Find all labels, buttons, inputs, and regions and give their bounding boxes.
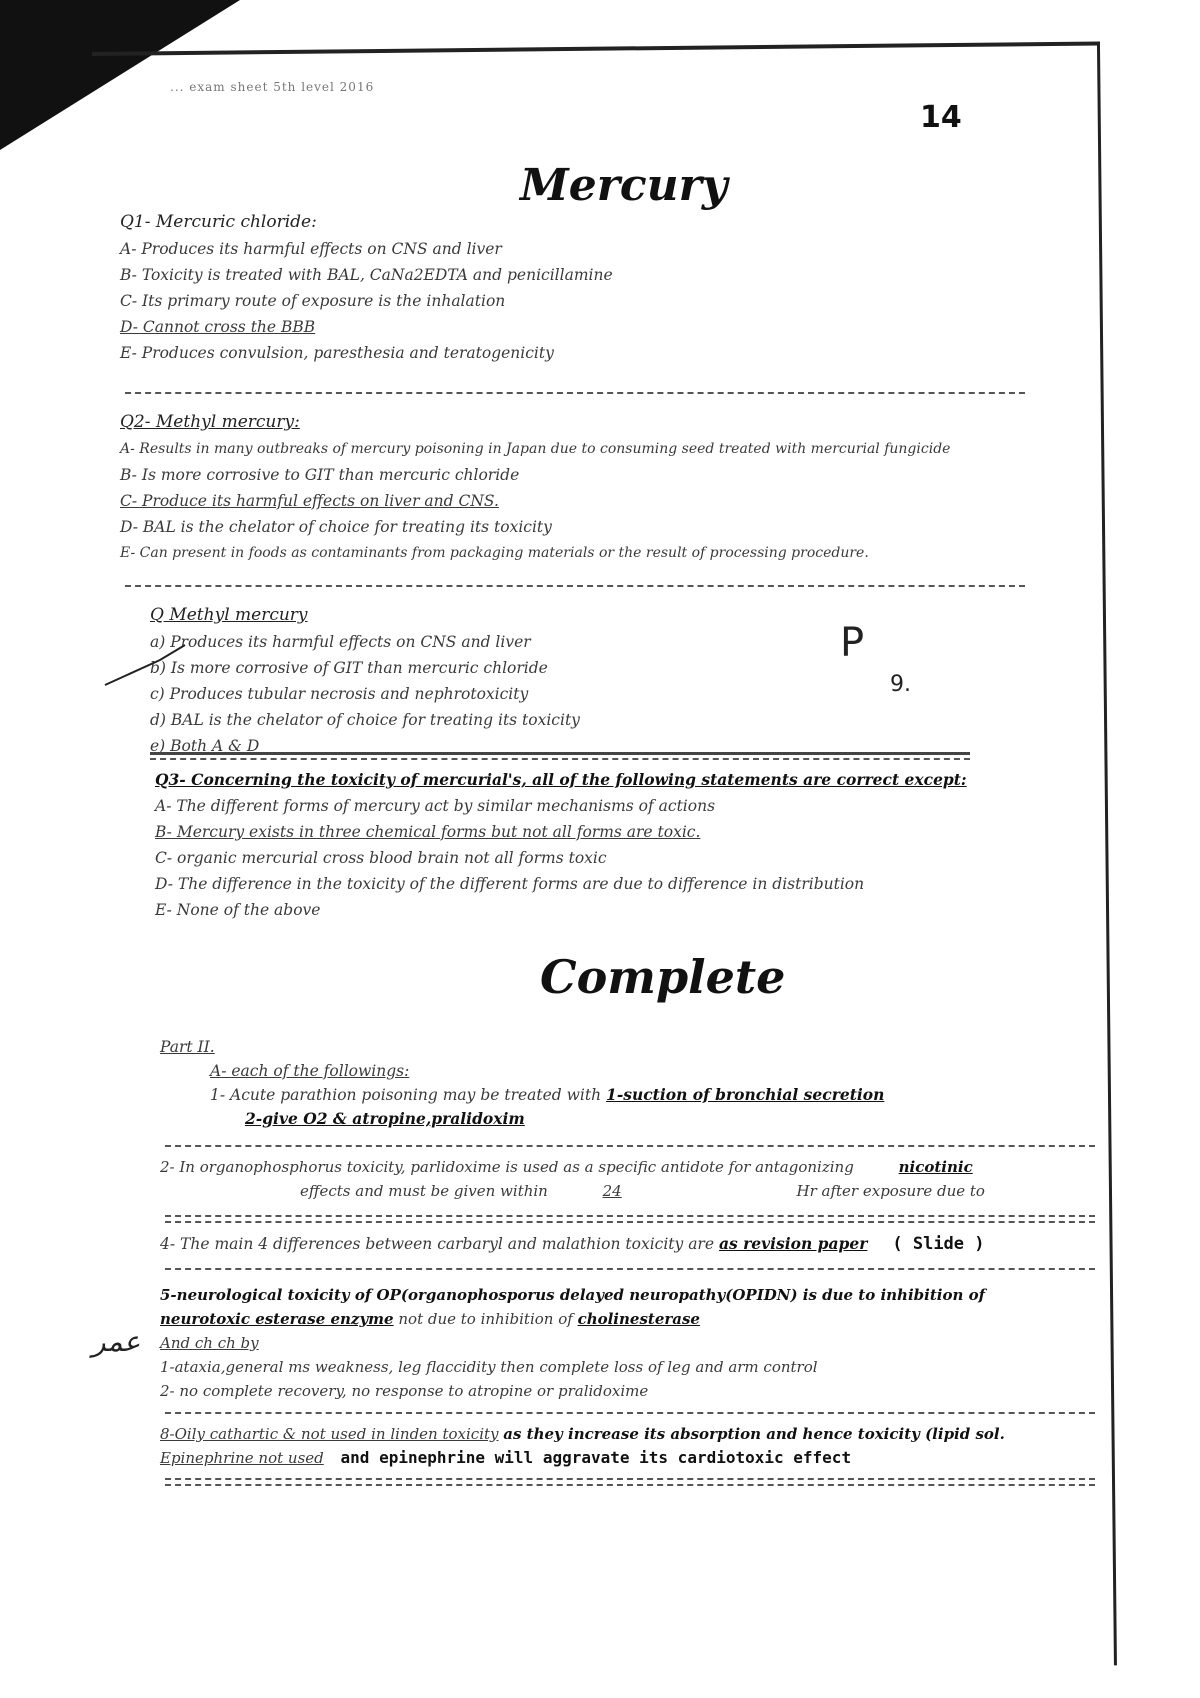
question-methyl-mercury bbox=[150, 605, 1110, 759]
item-answer: neurotoxic esterase enzyme bbox=[160, 1310, 394, 1328]
question-3 bbox=[155, 770, 1115, 923]
item-5-line: 1-ataxia,general ms weakness, leg flaccidity then complete loss of leg and arm control bbox=[160, 1358, 818, 1376]
item-answer: cholinesterase bbox=[577, 1310, 700, 1328]
item-text: 5-neurological toxicity of OP(organophosporus delayed neuropathy(OPIDN) is due to inhibition of bbox=[160, 1286, 986, 1304]
item-answer: as they increase its absorption and hence toxicity (lipid sol. bbox=[503, 1425, 1005, 1443]
option: C- Its primary route of exposure is the inhalation bbox=[120, 292, 506, 310]
option: b) Is more corrosive of GIT than mercuric chloride bbox=[150, 659, 548, 677]
separator bbox=[165, 1215, 1095, 1217]
question-title: Q Methyl mercury bbox=[150, 605, 308, 625]
question-title: Q1- Mercuric chloride: bbox=[120, 212, 317, 232]
intro bbox=[160, 1059, 1100, 1083]
question-title: Q2- Methyl mercury: bbox=[120, 412, 300, 432]
option: c) Produces tubular necrosis and nephrotoxicity bbox=[150, 685, 529, 703]
option: B- Toxicity is treated with BAL, CaNa2EDTA and penicillamine bbox=[120, 266, 613, 284]
separator bbox=[150, 752, 970, 755]
item-answer: nicotinic bbox=[898, 1158, 973, 1176]
option-underlined: D- Cannot cross the BBB bbox=[120, 318, 316, 336]
separator bbox=[125, 585, 1025, 587]
option-underlined: C- Produce its harmful effects on liver and CNS. bbox=[120, 492, 499, 510]
margin-note: عمر bbox=[92, 1325, 141, 1358]
complete-section bbox=[160, 1035, 1100, 1131]
page-number: 14 bbox=[920, 100, 962, 135]
option: A- Results in many outbreaks of mercury poisoning in Japan due to consuming seed treated with mercurial fungicide bbox=[120, 441, 951, 457]
option: E- Produces convulsion, paresthesia and teratogenicity bbox=[120, 344, 554, 362]
item-5-line: And ch ch by bbox=[160, 1334, 259, 1352]
option-underlined: B- Mercury exists in three chemical forms but not all forms are toxic. bbox=[155, 823, 701, 841]
item-text: 1- Acute parathion poisoning may be treated with bbox=[210, 1086, 602, 1104]
intro-text: A- each of the followings: bbox=[210, 1062, 410, 1080]
item-5-line: 2- no complete recovery, no response to atropine or pralidoxime bbox=[160, 1382, 649, 1400]
option: D- BAL is the chelator of choice for treating its toxicity bbox=[120, 518, 552, 536]
option: A- Produces its harmful effects on CNS and liver bbox=[120, 240, 502, 258]
item-8-line bbox=[160, 1446, 1100, 1470]
item-answer: 2-give O2 & atropine,pralidoxim bbox=[245, 1109, 525, 1128]
separator bbox=[165, 1268, 1095, 1270]
item-2-line bbox=[160, 1155, 1100, 1179]
separator bbox=[165, 1478, 1095, 1480]
option: C- organic mercurial cross blood brain not all forms toxic bbox=[155, 849, 607, 867]
item-answer: as revision paper bbox=[718, 1234, 868, 1253]
item-5 bbox=[160, 1283, 1100, 1403]
option: B- Is more corrosive to GIT than mercuric chloride bbox=[120, 466, 520, 484]
margin-mark: P bbox=[840, 620, 865, 666]
item-5-line bbox=[160, 1283, 1100, 1307]
separator bbox=[125, 392, 1025, 394]
item-text: not due to inhibition of bbox=[398, 1310, 573, 1328]
item-text: effects and must be given within bbox=[300, 1182, 548, 1200]
question-2 bbox=[120, 412, 1080, 566]
item-5-line bbox=[160, 1307, 1100, 1331]
separator bbox=[165, 1484, 1095, 1486]
item-1 bbox=[160, 1083, 1100, 1107]
question-1 bbox=[120, 212, 1080, 366]
option: d) BAL is the chelator of choice for treating its toxicity bbox=[150, 711, 580, 729]
option: a) Produces its harmful effects on CNS and liver bbox=[150, 633, 531, 651]
page-title: Mercury bbox=[520, 160, 728, 211]
item-2 bbox=[160, 1155, 1100, 1203]
item-8-line bbox=[160, 1422, 1100, 1446]
item-text: Hr after exposure due to bbox=[796, 1182, 985, 1200]
item-answer: 1-suction of bronchial secretion bbox=[606, 1085, 885, 1104]
option: e) Both A & D bbox=[150, 737, 260, 755]
section-title-complete: Complete bbox=[540, 950, 786, 1004]
option: A- The different forms of mercury act by similar mechanisms of actions bbox=[155, 797, 716, 815]
item-text: 2- In organophosphorus toxicity, parlidoxime is used as a specific antidote for antagonizing bbox=[160, 1158, 854, 1176]
item-1-continued bbox=[160, 1107, 1100, 1131]
item-8 bbox=[160, 1422, 1100, 1470]
handwritten-check-mark bbox=[100, 640, 190, 690]
separator bbox=[165, 1145, 1095, 1147]
item-text: Epinephrine not used bbox=[160, 1449, 324, 1467]
separator bbox=[150, 758, 970, 760]
item-4 bbox=[160, 1232, 1100, 1256]
margin-mark: 9. bbox=[890, 672, 911, 697]
question-title: Q3- Concerning the toxicity of mercurial's, all of the following statements are correct except: bbox=[155, 770, 967, 789]
item-4-line bbox=[160, 1232, 1100, 1256]
item-2-line bbox=[160, 1179, 1100, 1203]
header-line: ... exam sheet 5th level 2016 bbox=[170, 80, 375, 94]
item-answer: 24 bbox=[602, 1182, 622, 1200]
option: E- None of the above bbox=[155, 901, 321, 919]
separator bbox=[165, 1221, 1095, 1223]
item-text: 4- The main 4 differences between carbaryl and malathion toxicity are bbox=[160, 1235, 715, 1253]
separator bbox=[165, 1412, 1095, 1414]
item-text: 8-Oily cathartic & not used in linden toxicity bbox=[160, 1425, 499, 1443]
option: E- Can present in foods as contaminants from packaging materials or the result of processing procedure. bbox=[120, 545, 869, 561]
handwritten-note: ( Slide ) bbox=[892, 1234, 985, 1254]
option: D- The difference in the toxicity of the different forms are due to difference in distribution bbox=[155, 875, 865, 893]
part-label: Part II. bbox=[160, 1038, 215, 1056]
handwritten-note: and epinephrine will aggravate its cardiotoxic effect bbox=[340, 1448, 852, 1467]
